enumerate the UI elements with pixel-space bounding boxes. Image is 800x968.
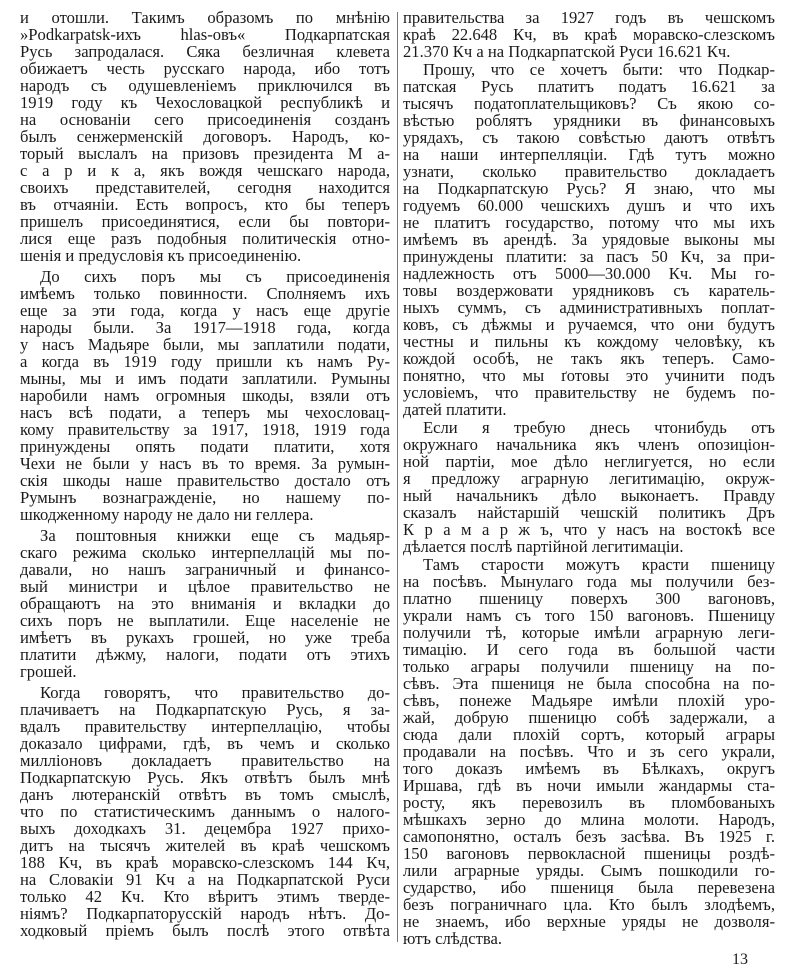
text-line: товы воздержовати урядниковъ съ каратель-	[403, 281, 775, 300]
text-line: самопонятно, осталъ безъ засѣва. Въ 1925 г.	[403, 827, 775, 846]
text-line: Тамъ старости можутъ красти пшеницу	[423, 555, 775, 574]
text-column-left	[20, 9, 390, 943]
text-line: сударство, ибо пшениця была перевезена	[403, 878, 775, 897]
paragraph	[20, 527, 390, 680]
text-line: безъ пограничнаго цла. Кто былъ злодѣемъ,	[403, 895, 775, 914]
text-line: 21.370 Кч а на Подкарпатской Руси 16.621 Кч.	[403, 42, 731, 61]
text-line: на Подкарпатскую Русь? Я знаю, что мы	[403, 179, 775, 198]
text-line: Иршава, гдѣ въ ночи имыли жандармы ста-	[403, 776, 775, 795]
text-line: доказало цифрами, гдѣ, въ чемъ и сколько	[20, 734, 390, 753]
text-line: принуждены опять подати платити, хотя	[20, 437, 390, 456]
text-line: скія шкоды наше правительство достало отъ	[20, 471, 390, 490]
text-line: наробили намъ огромныя шкоды, взяли отъ	[20, 386, 390, 405]
text-line: вѣстью роблятъ урядники въ финансовыхъ	[403, 111, 775, 130]
text-line: торый выслалъ на призовъ президента М а-	[20, 144, 390, 163]
text-line: плачиваетъ на Подкарпатскую Русь, я за-	[20, 700, 390, 719]
text-line: у насъ Мадьяре были, мы заплатили подати,	[20, 335, 390, 354]
text-line: правительства за 1927 годъ въ чешскомъ	[403, 8, 775, 27]
text-line: украли намъ съ того 150 вагоновъ. Пшеницу	[403, 606, 775, 625]
text-line: жай, добрую пшеницю собѣ задержали, а	[403, 708, 775, 727]
text-line: продавали на посѣвъ. Что и зъ сего украли,	[403, 742, 775, 761]
text-line: »Podkarpatsk-ихъ hlas-овъ« Подкарпатская	[20, 25, 390, 44]
text-line: ныхъ суммъ, съ административныхъ поплат-	[403, 298, 775, 317]
text-line: 150 вагоновъ первокласной пшеницы роздѣ-	[403, 844, 775, 863]
text-line: условіемъ, что правительству не будемъ по-	[403, 383, 775, 402]
text-line: вый министри и цѣлое правительство не	[20, 577, 390, 596]
text-line: датей платити.	[403, 400, 507, 419]
paragraph	[20, 9, 390, 264]
text-line: К р а м а р ж ъ, что у насъ на востокѣ все	[403, 520, 775, 539]
paragraph	[403, 419, 775, 555]
text-line: мѣшкахъ зерно до млина молоти. Народъ,	[403, 810, 775, 829]
text-line: кому правительству за 1917, 1918, 1919 года	[20, 420, 390, 439]
text-line: надлежность отъ 5000—30.000 Кч. Мы го-	[403, 264, 775, 283]
text-line: платити дѣжму, налоги, подати отъ этихъ	[20, 645, 390, 664]
paragraph	[403, 556, 775, 947]
text-line: ный начальникъ дѣло выконаетъ. Правду	[403, 486, 775, 505]
paragraph	[20, 684, 390, 939]
text-line: окружнаго начальника якъ членъ опозиціон-	[403, 435, 775, 454]
text-line: имѣемъ въ арендѣ. За урядовые выконы мы	[403, 230, 775, 249]
text-line: на Словакіи 91 Кч а на Подкарпатской Руси	[20, 870, 390, 889]
text-line: Если я требую днесь чтонибудь отъ	[423, 418, 775, 437]
text-line: сихъ поръ не выплатили. Еще населеніе не	[20, 611, 390, 630]
text-line: шенія и предусловія къ присоединенію.	[20, 246, 302, 265]
text-line: За поштовныя книжки еще съ мадьяр-	[40, 526, 390, 545]
text-line: мыны, мы и имъ подати заплатили. Румыны	[20, 369, 390, 388]
text-line: въ отчаяніи. Есть вопросъ, кто бы теперъ	[20, 195, 390, 214]
text-line: ніямъ? Подкарпаторусскій народъ нѣтъ. До-	[20, 904, 390, 923]
text-line: скаго режима сколько интерпеллацій мы по-	[20, 543, 390, 562]
text-line: принуждены платити: за пасъ 50 Кч, за при-	[403, 247, 775, 266]
text-line: тимацію. И сего года въ большой части	[403, 640, 775, 659]
text-line: Чехи не были у насъ въ то время. За румын-	[20, 454, 390, 473]
text-line: понятно, что мы ґотовы это учинити подъ	[403, 366, 775, 385]
text-line: я предложу аграрную легитимацію, окруж-	[403, 469, 775, 488]
text-line: платно пшеницу поверхъ 300 вагоновъ,	[403, 589, 775, 608]
text-line: кождой особѣ, не такъ якъ теперъ. Само-	[403, 349, 775, 368]
text-line: дѣлается послѣ партійной легитимаціи.	[403, 537, 684, 556]
text-line: Прошу, что се хочетъ быти: что Подкар-	[423, 60, 775, 79]
text-line: До сихъ поръ мы съ присоединенія	[40, 267, 390, 286]
text-line: честны и пильны къ кождому человѣку, къ	[403, 332, 775, 351]
text-line: ходковый пріемъ былъ послѣ этого отвѣта	[20, 921, 390, 940]
text-line: ковъ, съ дѣжмы и ручаемся, что они будутъ	[403, 315, 775, 334]
text-line: тысячъ податоплательщиковъ? Съ якою со-	[403, 94, 775, 113]
text-line: только 42 Кч. Кто вѣритъ этимъ тверде-	[20, 887, 390, 906]
text-line: сюда дали плохій сортъ, который аграры	[403, 725, 775, 744]
text-line: шкодженному народу не дало ни геллера.	[20, 505, 314, 524]
text-line: милліоновъ докладаетъ правительство на	[20, 751, 390, 770]
paragraph	[20, 268, 390, 523]
text-line: не знаемъ, ибо верхные уряды не дозволя-	[403, 912, 775, 931]
text-line: Подкарпатскую Русь. Якъ отвѣтъ былъ мнѣ	[20, 768, 390, 787]
text-line: 188 Кч, въ краѣ моравско-слезскомъ 144 Кч,	[20, 853, 390, 872]
text-line: обращаютъ на это вниманія и вкладки до	[20, 594, 390, 613]
paragraph	[403, 61, 775, 418]
text-line: ной партіи, мое дѣло неглигуется, но если	[403, 452, 775, 471]
text-line: не платитъ государство, потому что мы ихъ	[403, 213, 775, 232]
text-column-right	[403, 9, 775, 948]
text-line: того доказъ имѣемъ въ Бѣлкахъ, округъ	[403, 759, 775, 778]
text-line: данъ лютеранскій отвѣтъ въ томъ смыслѣ,	[20, 785, 390, 804]
text-line: а когда въ 1919 году пришли къ намъ Ру-	[20, 352, 390, 371]
text-line: Русь запродалася. Сяка безличная клевета	[20, 42, 390, 61]
text-line: получили тѣ, которые имѣли аграрную леги-	[403, 623, 775, 642]
text-line: лили аграрные уряды. Сымъ пошкодили го-	[403, 861, 775, 880]
text-line: 1919 году къ Чехословацкой республикѣ и	[20, 93, 390, 112]
text-line: лися еще разъ подобныя политическія отно-	[20, 229, 390, 248]
text-line: Когда говорятъ, что правительство до-	[40, 683, 390, 702]
text-line: дитъ на тысячъ жителей въ краѣ чешскомъ	[20, 836, 390, 855]
text-line: выхъ доходкахъ 31. децембра 1927 прихо-	[20, 819, 390, 838]
text-line: Румынъ вознагражденіе, но нашему по-	[20, 488, 390, 507]
text-line: и отошли. Такимъ образомъ по мнѣнію	[20, 8, 390, 27]
text-line: грошей.	[20, 662, 77, 681]
text-line: имѣемъ только повинности. Сполняемъ ихъ	[20, 284, 390, 303]
text-line: на основаніи сего присоединенія созданъ	[20, 110, 390, 129]
text-line: пришелъ присоединятися, если бы повтори-	[20, 212, 390, 231]
text-line: народы были. За 1917—1918 года, когда	[20, 318, 390, 337]
text-line: что по статистическимъ даннымъ о налого-	[20, 802, 390, 821]
text-line: краѣ 22.648 Кч, въ краѣ моравско-слезскомъ	[403, 25, 775, 44]
text-line: еще за эти года, когда у насъ еще другіе	[20, 301, 390, 320]
text-line: сказалъ найстаршій чешскій политикъ Дръ	[403, 503, 775, 522]
text-line: своихъ представителей, сегодня находится	[20, 178, 390, 197]
text-line: давали, но нашъ заграничный и финансо-	[20, 560, 390, 579]
text-line: с а р и к а, якъ вождя чешскаго народа,	[20, 161, 390, 180]
page-number: 13	[732, 951, 748, 968]
text-line: годуемъ 60.000 чешскихъ душъ и что ихъ	[403, 196, 775, 215]
text-line: былъ сенжерменскій договоръ. Народъ, ко-	[20, 127, 390, 146]
paragraph	[403, 9, 775, 60]
text-line: на посѣвъ. Мынулаго года мы получили без-	[403, 572, 775, 591]
column-divider	[397, 12, 398, 942]
text-line: насъ всѣ подати, а теперъ мы чехословац-	[20, 403, 390, 422]
text-line: ютъ слѣдства.	[403, 929, 503, 948]
text-line: обижаетъ честь русскаго народа, ибо тотъ	[20, 59, 390, 78]
text-line: на наши интерпелляціи. Гдѣ тутъ можно	[403, 145, 775, 164]
text-line: росту, якъ перевозилъ въ пломбованыхъ	[403, 793, 775, 812]
text-line: вдалъ правительству интерпеллацію, чтобы	[20, 717, 390, 736]
text-line: имѣетъ въ рукахъ грошей, но уже треба	[20, 628, 390, 647]
text-line: только аграры получили пшеницу на по-	[403, 657, 775, 676]
text-line: узнати, сколько правительство докладаетъ	[403, 162, 775, 181]
text-line: сѣвъ, понеже Мадьяре имѣли плохій уро-	[403, 691, 775, 710]
text-line: урядахъ, съ такою совѣстью даютъ отвѣтъ	[403, 128, 775, 147]
text-line: народъ съ одушевленіемъ приключился въ	[20, 76, 390, 95]
text-line: патская Русь платитъ податъ 16.621 за	[403, 77, 775, 96]
text-line: сѣвъ. Эта пшениця не была способна на по-	[403, 674, 775, 693]
